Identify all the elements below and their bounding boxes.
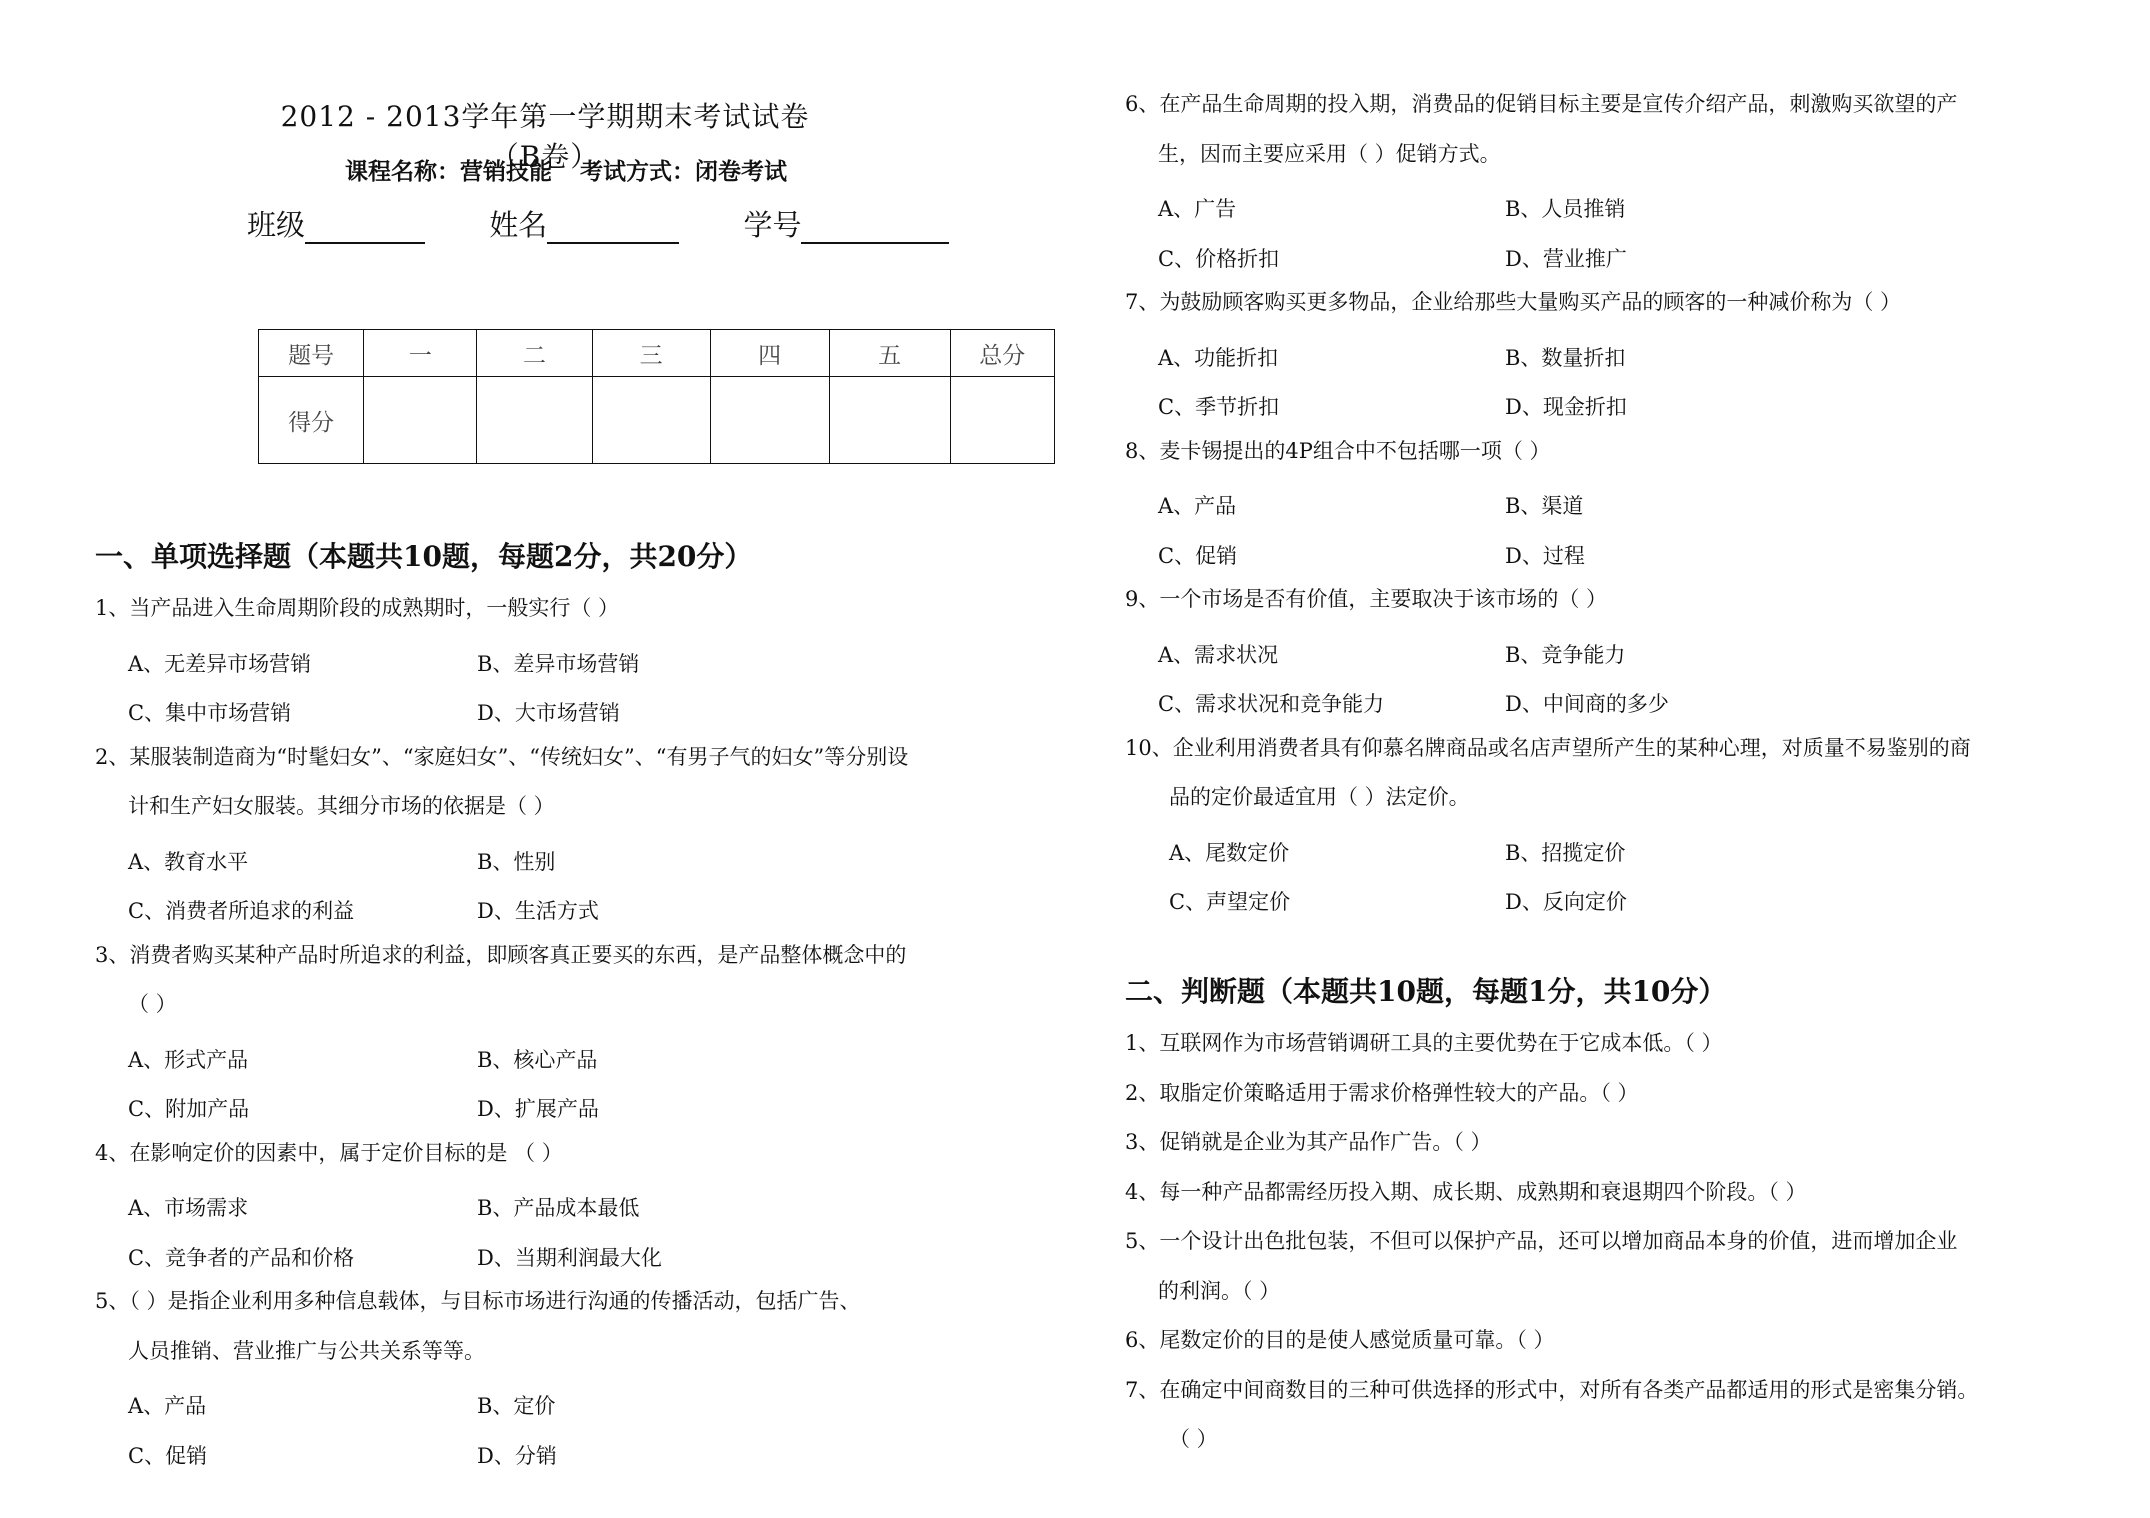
option: C、季节折扣 [1158,395,1280,419]
question-2: 2、某服装制造商为“时髦妇女”、“家庭妇女”、“传统妇女”、“有男子气的妇女”等分别设 [95,745,909,769]
score-header-cell: 三 [592,330,710,377]
option: A、广告 [1158,197,1237,221]
score-cell[interactable] [710,377,829,464]
question-5: 5、（ ）是指企业利用多种信息载体，与目标市场进行沟通的传播活动，包括广告、 [95,1289,861,1313]
score-table-header-row [259,330,1055,377]
option: C、促销 [1158,544,1238,568]
option: D、现金折扣 [1505,395,1627,419]
question-10-cont: 品的定价最适宜用（ ）法定价。 [1169,785,1470,809]
option: A、尾数定价 [1169,841,1290,865]
exam-subtitle [345,153,807,186]
question-5-cont: 人员推销、营业推广与公共关系等等。 [128,1339,485,1363]
option: A、市场需求 [128,1196,249,1220]
option: D、中间商的多少 [1505,692,1669,716]
option: C、促销 [128,1444,208,1468]
score-cell[interactable] [829,377,950,464]
score-header-cell: 题号 [259,330,364,377]
option: D、扩展产品 [477,1097,599,1121]
question-8: 8、麦卡锡提出的4P组合中不包括哪一项（ ） [1125,439,1551,463]
score-header-cell: 总分 [950,330,1054,377]
score-table [258,329,1055,464]
option: B、招揽定价 [1505,841,1626,865]
question-7: 7、为鼓励顾客购买更多物品，企业给那些大量购买产品的顾客的一种减价称为（ ） [1125,290,1902,314]
score-cell[interactable] [364,377,477,464]
score-header-cell: 四 [710,330,829,377]
option: C、集中市场营销 [128,701,292,725]
section2-title: 二、判断题（本题共10题，每题1分，共10分） [1125,975,1727,1008]
option: B、性别 [477,850,556,874]
option: C、附加产品 [128,1097,250,1121]
question-10: 10、企业利用消费者具有仰慕名牌商品或名店声望所产生的某种心理，对质量不易鉴别的商 [1125,736,1971,760]
option: D、营业推广 [1505,247,1627,271]
judgment-4: 4、每一种产品都需经历投入期、成长期、成熟期和衰退期四个阶段。（ ） [1125,1180,1807,1204]
option: B、人员推销 [1505,197,1626,221]
judgment-5-cont: 的利润。（ ） [1158,1279,1281,1303]
course-name: 课程名称：营销技能 [345,158,552,185]
option: D、生活方式 [477,899,599,923]
score-header-cell: 五 [829,330,950,377]
option: B、差异市场营销 [477,652,640,676]
option: D、大市场营销 [477,701,620,725]
score-table-score-row [259,377,1055,464]
question-2-cont: 计和生产妇女服装。其细分市场的依据是（ ） [128,794,555,818]
option: A、产品 [1158,494,1237,518]
id-field[interactable]: 学号 [743,203,949,244]
option: B、产品成本最低 [477,1196,640,1220]
option: A、产品 [128,1394,207,1418]
question-9: 9、一个市场是否有价值，主要取决于该市场的（ ） [1125,587,1608,611]
judgment-5: 5、一个设计出色批包装，不但可以保护产品，还可以增加商品本身的价值，进而增加企业 [1125,1229,1958,1253]
exam-mode: 考试方式：闭卷考试 [580,158,788,185]
option: C、声望定价 [1169,890,1291,914]
option: A、需求状况 [1158,643,1279,667]
name-field[interactable]: 姓名 [489,203,679,244]
option: B、定价 [477,1394,556,1418]
question-6-cont: 生，因而主要应采用（ ）促销方式。 [1158,142,1501,166]
option: B、竞争能力 [1505,643,1626,667]
option: B、数量折扣 [1505,346,1626,370]
option: D、当期利润最大化 [477,1246,662,1270]
score-header-cell: 二 [477,330,592,377]
name-blank[interactable] [547,212,679,244]
exam-title: 2012 - 2013学年第一学期期末考试试卷（B卷） [280,100,810,173]
option: D、过程 [1505,544,1585,568]
question-1: 1、当产品进入生命周期阶段的成熟期时，一般实行（ ） [95,596,620,620]
score-header-cell: 一 [364,330,477,377]
class-blank[interactable] [305,212,425,244]
option: A、功能折扣 [1158,346,1279,370]
judgment-3: 3、促销就是企业为其产品作广告。（ ） [1125,1130,1492,1154]
option: D、分销 [477,1444,557,1468]
option: D、反向定价 [1505,890,1627,914]
question-3: 3、消费者购买某种产品时所追求的利益，即顾客真正要买的东西，是产品整体概念中的 [95,943,907,967]
question-4: 4、在影响定价的因素中，属于定价目标的是 （ ） [95,1141,563,1165]
option: B、渠道 [1505,494,1584,518]
option: A、形式产品 [128,1048,249,1072]
id-blank[interactable] [801,212,949,244]
option: A、教育水平 [128,850,249,874]
option: B、核心产品 [477,1048,598,1072]
judgment-2: 2、取脂定价策略适用于需求价格弹性较大的产品。（ ） [1125,1081,1639,1105]
question-3-cont: （ ） [128,992,177,1016]
option: C、消费者所追求的利益 [128,899,355,923]
score-cell[interactable] [477,377,592,464]
judgment-7: 7、在确定中间商数目的三种可供选择的形式中，对所有各类产品都适用的形式是密集分销。 [1125,1378,1979,1402]
score-cell[interactable] [592,377,710,464]
judgment-6: 6、尾数定价的目的是使人感觉质量可靠。（ ） [1125,1328,1555,1352]
option: C、价格折扣 [1158,247,1280,271]
judgment-1: 1、互联网作为市场营销调研工具的主要优势在于它成本低。（ ） [1125,1031,1723,1055]
score-row-label: 得分 [259,377,364,464]
score-cell[interactable] [950,377,1054,464]
option: C、竞争者的产品和价格 [128,1246,355,1270]
class-field[interactable]: 班级 [247,203,425,244]
student-info [247,203,1004,244]
judgment-7-cont: （ ） [1169,1427,1218,1451]
question-6: 6、在产品生命周期的投入期，消费品的促销目标主要是宣传介绍产品，刺激购买欲望的产 [1125,92,1958,116]
option: C、需求状况和竞争能力 [1158,692,1385,716]
section1-title: 一、单项选择题（本题共10题，每题2分，共20分） [95,540,753,573]
option: A、无差异市场营销 [128,652,312,676]
